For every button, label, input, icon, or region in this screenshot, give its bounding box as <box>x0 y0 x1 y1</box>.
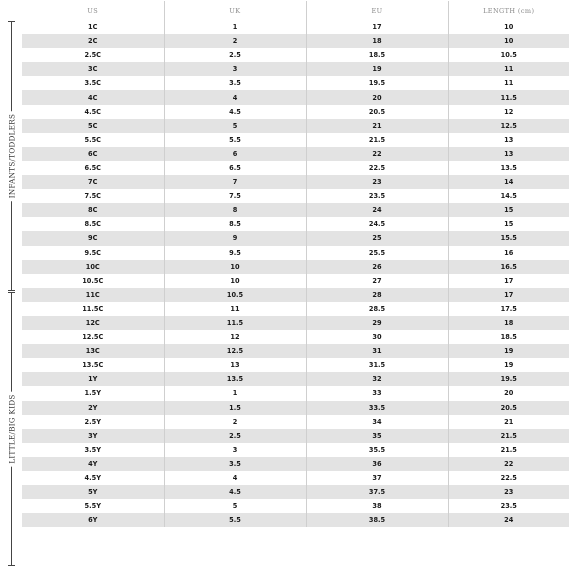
table-row <box>22 260 569 274</box>
cell-us: 6C <box>22 147 164 161</box>
group-bracket-little-big-kids <box>4 292 20 566</box>
table-row <box>22 429 569 443</box>
cell-us: 1.5Y <box>22 386 164 400</box>
table-row <box>22 288 569 302</box>
cell-uk: 11.5 <box>164 316 306 330</box>
cell-length: 23.5 <box>448 499 569 513</box>
cell-length: 18.5 <box>448 330 569 344</box>
cell-length: 13 <box>448 147 569 161</box>
table-row <box>22 231 569 245</box>
cell-uk: 8 <box>164 203 306 217</box>
cell-uk: 2 <box>164 34 306 48</box>
cell-length: 10 <box>448 20 569 34</box>
bracket-cap-top <box>8 292 15 293</box>
cell-uk: 1 <box>164 20 306 34</box>
cell-length: 22.5 <box>448 471 569 485</box>
cell-eu: 17 <box>306 20 448 34</box>
cell-uk: 4.5 <box>164 105 306 119</box>
cell-length: 19 <box>448 358 569 372</box>
table-row <box>22 48 569 62</box>
cell-length: 12.5 <box>448 119 569 133</box>
cell-length: 12 <box>448 105 569 119</box>
cell-us: 5.5Y <box>22 499 164 513</box>
table-row <box>22 513 569 527</box>
table-row <box>22 189 569 203</box>
cell-eu: 25.5 <box>306 246 448 260</box>
size-chart <box>22 1 569 527</box>
cell-uk: 2 <box>164 415 306 429</box>
cell-uk: 4.5 <box>164 485 306 499</box>
cell-eu: 38 <box>306 499 448 513</box>
cell-uk: 3 <box>164 443 306 457</box>
cell-us: 3Y <box>22 429 164 443</box>
cell-eu: 19.5 <box>306 76 448 90</box>
cell-us: 2.5Y <box>22 415 164 429</box>
cell-us: 2C <box>22 34 164 48</box>
cell-eu: 27 <box>306 274 448 288</box>
table-row <box>22 203 569 217</box>
table-row <box>22 401 569 415</box>
table-row <box>22 62 569 76</box>
cell-uk: 11 <box>164 302 306 316</box>
table-row <box>22 443 569 457</box>
cell-us: 6.5C <box>22 161 164 175</box>
table-row <box>22 485 569 499</box>
cell-uk: 6.5 <box>164 161 306 175</box>
table-row <box>22 274 569 288</box>
cell-uk: 10 <box>164 274 306 288</box>
cell-length: 22 <box>448 457 569 471</box>
cell-us: 13C <box>22 344 164 358</box>
cell-eu: 31.5 <box>306 358 448 372</box>
header-row <box>22 1 569 20</box>
cell-uk: 10.5 <box>164 288 306 302</box>
table-row <box>22 457 569 471</box>
cell-eu: 32 <box>306 372 448 386</box>
cell-uk: 5 <box>164 119 306 133</box>
cell-length: 15.5 <box>448 231 569 245</box>
cell-us: 8.5C <box>22 217 164 231</box>
cell-length: 11 <box>448 76 569 90</box>
cell-uk: 5.5 <box>164 513 306 527</box>
table-row <box>22 20 569 34</box>
cell-eu: 21.5 <box>306 133 448 147</box>
cell-eu: 23 <box>306 175 448 189</box>
cell-us: 10.5C <box>22 274 164 288</box>
cell-eu: 19 <box>306 62 448 76</box>
cell-eu: 20.5 <box>306 105 448 119</box>
cell-length: 16.5 <box>448 260 569 274</box>
table-row <box>22 246 569 260</box>
cell-us: 4.5C <box>22 105 164 119</box>
cell-us: 1Y <box>22 372 164 386</box>
cell-eu: 33.5 <box>306 401 448 415</box>
table-row <box>22 34 569 48</box>
bracket-cap-bottom <box>8 565 15 566</box>
cell-uk: 12 <box>164 330 306 344</box>
cell-eu: 31 <box>306 344 448 358</box>
cell-length: 14.5 <box>448 189 569 203</box>
cell-us: 12C <box>22 316 164 330</box>
cell-length: 15 <box>448 203 569 217</box>
cell-us: 4.5Y <box>22 471 164 485</box>
cell-us: 11.5C <box>22 302 164 316</box>
cell-eu: 37.5 <box>306 485 448 499</box>
cell-eu: 28.5 <box>306 302 448 316</box>
cell-uk: 1.5 <box>164 401 306 415</box>
cell-uk: 9 <box>164 231 306 245</box>
table-row <box>22 90 569 104</box>
table-row <box>22 372 569 386</box>
cell-length: 24 <box>448 513 569 527</box>
cell-us: 3C <box>22 62 164 76</box>
group-bracket-infants-toddlers <box>4 21 20 291</box>
cell-us: 2Y <box>22 401 164 415</box>
table-row <box>22 133 569 147</box>
table-row <box>22 217 569 231</box>
cell-length: 21 <box>448 415 569 429</box>
cell-length: 21.5 <box>448 443 569 457</box>
cell-length: 11.5 <box>448 90 569 104</box>
cell-length: 17.5 <box>448 302 569 316</box>
cell-us: 4Y <box>22 457 164 471</box>
cell-uk: 7 <box>164 175 306 189</box>
cell-eu: 18.5 <box>306 48 448 62</box>
table-row <box>22 330 569 344</box>
cell-length: 13.5 <box>448 161 569 175</box>
cell-length: 17 <box>448 288 569 302</box>
cell-uk: 3 <box>164 62 306 76</box>
cell-eu: 25 <box>306 231 448 245</box>
header-eu: EU <box>306 1 448 20</box>
cell-length: 19 <box>448 344 569 358</box>
cell-uk: 7.5 <box>164 189 306 203</box>
cell-uk: 1 <box>164 386 306 400</box>
cell-us: 5.5C <box>22 133 164 147</box>
cell-us: 3.5C <box>22 76 164 90</box>
cell-eu: 35.5 <box>306 443 448 457</box>
cell-us: 12.5C <box>22 330 164 344</box>
cell-us: 7C <box>22 175 164 189</box>
group-label-infants-toddlers: INFANTS/TODDLERS <box>8 111 17 201</box>
cell-us: 3.5Y <box>22 443 164 457</box>
cell-length: 21.5 <box>448 429 569 443</box>
cell-length: 13 <box>448 133 569 147</box>
cell-us: 13.5C <box>22 358 164 372</box>
table-row <box>22 386 569 400</box>
cell-uk: 4 <box>164 90 306 104</box>
cell-eu: 18 <box>306 34 448 48</box>
cell-uk: 5.5 <box>164 133 306 147</box>
cell-uk: 3.5 <box>164 457 306 471</box>
cell-length: 20.5 <box>448 401 569 415</box>
size-rows <box>22 20 569 527</box>
cell-eu: 24.5 <box>306 217 448 231</box>
cell-length: 15 <box>448 217 569 231</box>
cell-uk: 4 <box>164 471 306 485</box>
cell-eu: 29 <box>306 316 448 330</box>
table-row <box>22 415 569 429</box>
cell-us: 7.5C <box>22 189 164 203</box>
cell-length: 14 <box>448 175 569 189</box>
table-row <box>22 147 569 161</box>
cell-length: 18 <box>448 316 569 330</box>
cell-uk: 2.5 <box>164 429 306 443</box>
cell-us: 5Y <box>22 485 164 499</box>
cell-uk: 8.5 <box>164 217 306 231</box>
table-row <box>22 499 569 513</box>
cell-uk: 12.5 <box>164 344 306 358</box>
cell-uk: 13.5 <box>164 372 306 386</box>
table-row <box>22 119 569 133</box>
bracket-cap-bottom <box>8 290 15 291</box>
cell-us: 9.5C <box>22 246 164 260</box>
cell-eu: 20 <box>306 90 448 104</box>
cell-uk: 2.5 <box>164 48 306 62</box>
cell-uk: 9.5 <box>164 246 306 260</box>
cell-uk: 10 <box>164 260 306 274</box>
cell-eu: 22.5 <box>306 161 448 175</box>
cell-eu: 30 <box>306 330 448 344</box>
cell-eu: 21 <box>306 119 448 133</box>
cell-length: 17 <box>448 274 569 288</box>
table-row <box>22 316 569 330</box>
cell-length: 23 <box>448 485 569 499</box>
cell-us: 4C <box>22 90 164 104</box>
cell-us: 10C <box>22 260 164 274</box>
cell-length: 16 <box>448 246 569 260</box>
cell-uk: 6 <box>164 147 306 161</box>
table-row <box>22 302 569 316</box>
cell-eu: 34 <box>306 415 448 429</box>
table-row <box>22 358 569 372</box>
table-row <box>22 76 569 90</box>
bracket-cap-top <box>8 21 15 22</box>
size-table <box>22 1 569 527</box>
cell-eu: 38.5 <box>306 513 448 527</box>
cell-length: 10 <box>448 34 569 48</box>
header-us: US <box>22 1 164 20</box>
header-length: LENGTH (cm) <box>448 1 569 20</box>
cell-length: 19.5 <box>448 372 569 386</box>
cell-us: 9C <box>22 231 164 245</box>
cell-us: 11C <box>22 288 164 302</box>
cell-eu: 35 <box>306 429 448 443</box>
cell-us: 6Y <box>22 513 164 527</box>
cell-length: 20 <box>448 386 569 400</box>
cell-us: 8C <box>22 203 164 217</box>
cell-eu: 28 <box>306 288 448 302</box>
cell-eu: 33 <box>306 386 448 400</box>
cell-uk: 5 <box>164 499 306 513</box>
cell-eu: 26 <box>306 260 448 274</box>
cell-uk: 3.5 <box>164 76 306 90</box>
cell-eu: 37 <box>306 471 448 485</box>
cell-eu: 24 <box>306 203 448 217</box>
cell-us: 2.5C <box>22 48 164 62</box>
cell-us: 1C <box>22 20 164 34</box>
cell-eu: 22 <box>306 147 448 161</box>
table-row <box>22 175 569 189</box>
cell-length: 10.5 <box>448 48 569 62</box>
cell-length: 11 <box>448 62 569 76</box>
cell-eu: 36 <box>306 457 448 471</box>
cell-us: 5C <box>22 119 164 133</box>
header-uk: UK <box>164 1 306 20</box>
table-row <box>22 344 569 358</box>
table-row <box>22 471 569 485</box>
table-row <box>22 105 569 119</box>
cell-uk: 13 <box>164 358 306 372</box>
cell-eu: 23.5 <box>306 189 448 203</box>
group-label-little-big-kids: LITTLE/BIG KIDS <box>8 391 17 466</box>
table-row <box>22 161 569 175</box>
